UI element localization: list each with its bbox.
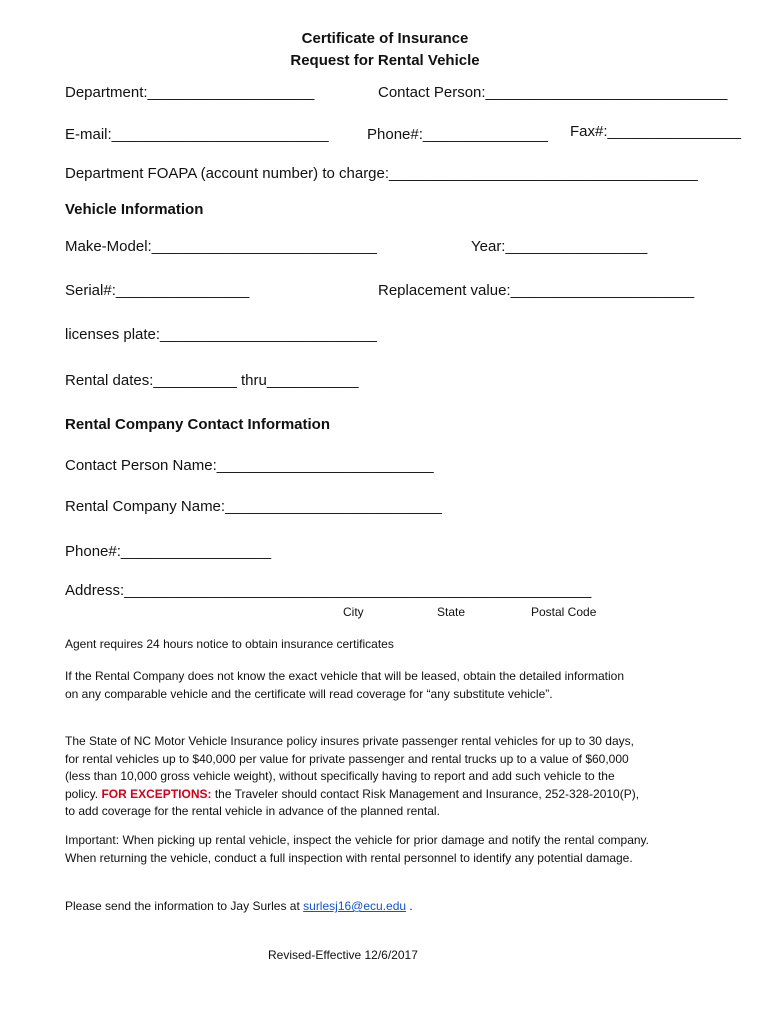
fax-field[interactable]: Fax#:________________ (570, 123, 741, 140)
page-title: Certificate of Insurance (301, 30, 469, 47)
send-text: Please send the information to Jay Surles at (65, 899, 304, 913)
vehicle-info-heading: Vehicle Information (65, 201, 204, 218)
department-field[interactable]: Department:____________________ (65, 84, 315, 101)
substitute-vehicle-note: If the Rental Company does not know the exact vehicle that will be leased, obtain the detailed information on any comparable vehicle and the certificate will read coverage for “any substitute vehicle”. (65, 669, 625, 701)
policy-text: The State of NC Motor Vehicle Insurance policy insures private passenger rental vehicles for up to 30 days, for rental vehicles up to $40,000 per value for private passenger and rental trucks up to a value of $60,000 (less than 10,000 gross vehicle weight), without specifically having to report and add such vehicle to the policy. (65, 734, 634, 801)
rental-dates-field[interactable]: Rental dates:__________ thru___________ (65, 372, 359, 389)
rental-company-heading: Rental Company Contact Information (65, 416, 331, 433)
revision-footer: Revised-Effective 12/6/2017 (268, 948, 418, 962)
foapa-field[interactable]: Department FOAPA (account number) to charge:_____________________________________ (65, 165, 698, 182)
year-field[interactable]: Year:_________________ (471, 238, 648, 255)
rental-phone-field[interactable]: Phone#:__________________ (65, 543, 272, 560)
important-note: Important: When picking up rental vehicle, inspect the vehicle for prior damage and notify the rental company. When returning the vehicle, conduct a full inspection with rental personnel to identify any potential damage. (65, 833, 649, 865)
send-suffix: . (406, 899, 413, 913)
serial-field[interactable]: Serial#:________________ (65, 282, 250, 299)
policy-paragraph (65, 733, 650, 821)
rental-contact-person-field[interactable]: Contact Person Name:__________________________ (65, 457, 434, 474)
address-state-label: State (437, 605, 466, 619)
make-model-field[interactable]: Make-Model:___________________________ (65, 238, 377, 255)
contact-person-field[interactable]: Contact Person:_____________________________ (378, 84, 728, 101)
exceptions-label: FOR EXCEPTIONS: (101, 786, 212, 801)
page-subtitle: Request for Rental Vehicle (290, 52, 480, 69)
send-info-note (65, 898, 665, 916)
address-postal-label: Postal Code (531, 605, 597, 619)
address-field[interactable]: Address:________________________________________________________ (65, 582, 592, 599)
rental-company-name-field[interactable]: Rental Company Name:__________________________ (65, 498, 442, 515)
phone-field[interactable]: Phone#:_______________ (367, 126, 549, 143)
agent-notice: Agent requires 24 hours notice to obtain insurance certificates (65, 637, 394, 651)
email-link[interactable]: surlesj16@ecu.edu (303, 899, 407, 913)
email-field[interactable]: E-mail:__________________________ (65, 126, 329, 143)
replacement-value-field[interactable]: Replacement value:______________________ (378, 282, 695, 299)
address-city-label: City (343, 605, 364, 619)
policy-text-continued: the Traveler should contact Risk Management and Insurance, 252-328-2010(P), to add coverage for the rental vehicle in advance of the planned rental. (65, 786, 640, 818)
license-plate-field[interactable]: licenses plate:__________________________ (65, 326, 377, 343)
